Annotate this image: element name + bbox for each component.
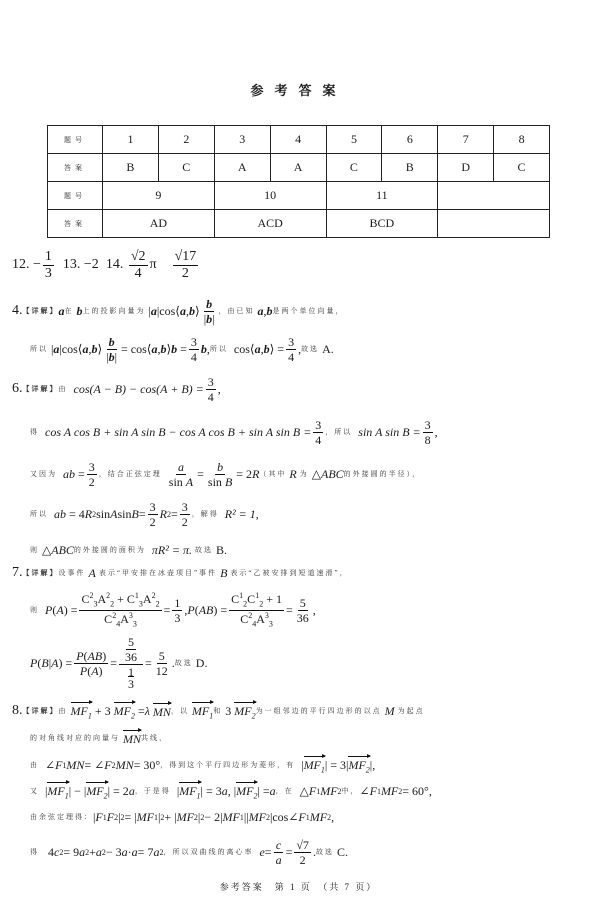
q7-line-1: 7. 【详解】 设事件 A 表示“甲安排在冰壶项目”事件 B 表示“乙被安排到短道速滑”， (12, 565, 349, 580)
row-label: 答案 (48, 154, 103, 182)
table-row (48, 126, 550, 154)
q4-answer: A. (322, 341, 334, 356)
row-label: 题号 (48, 126, 103, 154)
q7-answer: D. (195, 655, 208, 670)
table-cell: C (326, 154, 382, 182)
q7-line-2: 则 P ( A ) = $\frac{C^2_3A^2_2 + C^1_3A^2_2}{C^2_4A^3_3}$ = $\frac{1}{3}$ , P ( AB ) = $\frac{C^1_2C^1_2 + 1}{C^2_4A^3_3}$ = $\frac{5}{36}$ , (30, 591, 316, 628)
table-cell: 10 (214, 182, 326, 210)
page-title: 参考答案 (250, 83, 347, 98)
table-cell: 3 (214, 126, 270, 154)
q8-answer: C. (336, 844, 348, 859)
row-label: 题号 (48, 182, 103, 210)
table-cell: D (438, 154, 494, 182)
table-cell: ACD (214, 210, 326, 238)
table-cell: 7 (438, 126, 494, 154)
table-cell: A (270, 154, 326, 182)
table-cell: B (103, 154, 159, 182)
table-cell (438, 182, 550, 210)
q6-line-1: 6. 【详解】 由 cos(A − B) − cos(A + B) = $\frac{3}{4}$ , (12, 374, 221, 404)
table-cell: 4 (270, 126, 326, 154)
table-cell: A (214, 154, 270, 182)
table-cell: C (158, 154, 214, 182)
q8-line-3: 由 ∠ F 1 MN = ∠ F 2 MN = 30° ，得到这个平行四边形为菱形，有 | $MF_1$ | = 3| $MF_2$ |, (30, 756, 375, 774)
row-label: 答案 (48, 210, 103, 238)
table-cell: 11 (326, 182, 438, 210)
table-row (48, 210, 550, 238)
table-cell: 9 (103, 182, 215, 210)
table-cell: 6 (382, 126, 438, 154)
q8-line-6: 得 4 c 2 = 9 a 2 + a 2 − 3 a · a = 7 a 2 ，所以双曲线的离心率 e = $\frac{c}{a}$ = $\frac{√7}{2}$ . 故选 C. (30, 837, 348, 867)
q4-line-2: 所以 |a|cos⟨a,b⟩ $\frac{b}{|b|}$ = cos⟨a,b⟩b = $\frac{3}{4}$ b , 所以 cos⟨a,b⟩ = $\frac{3}{4}$ , 故选 A. (30, 334, 334, 364)
table-cell (438, 210, 550, 238)
table-row (48, 154, 550, 182)
table-cell: 2 (158, 126, 214, 154)
table-cell: C (494, 154, 550, 182)
q8-line-5: 由余弦定理得： | F 1 F 2 | 2 = | MF 1 | 2 + | MF 2 | 2 − 2| MF 1 || MF 2 |cos∠ F 1 MF 2 , (30, 809, 335, 824)
table-cell: 8 (494, 126, 550, 154)
q6-line-3: 又因为 ab = $\frac{3}{2}$ ，结合正弦定理 $\frac{a}{\text{sin A}}$ = $\frac{b}{\text{sin B}}$ = 2 R （其中 R 为 △ ABC 的外接圆的半径）， (30, 459, 422, 489)
q6-line-4: 所以 ab = 4 R 2 sin A sin B = $\frac{3}{2}$ R 2 = $\frac{3}{2}$ ，解得 R² = 1 , (30, 499, 259, 529)
fill-in-answers: 12. − $\frac{1}{3}$ 13. −2 14. $\frac{√2}{4}$ π $\frac{√17}{2}$ (12, 248, 197, 281)
q4-line-1: 4. 【详解】 a 在 b 上的投影向量为 |a|cos⟨a,b⟩ $\frac{b}{|b|}$ ，由已知 a , b 是两个单位向量， (12, 296, 345, 326)
table-cell: AD (103, 210, 215, 238)
table-cell: 1 (103, 126, 159, 154)
q8-line-2: 的对角线对应的向量与 MN 共线， (30, 729, 168, 747)
table-row (48, 182, 550, 210)
q8-line-1: 8. 【详解】 由 $MF_1$ + 3 $MF_2$ = λ MN ，以 $MF_1$ 和 3 $MF_2$ 为一组邻边的平行四边形的以点 M 为起点 (12, 703, 425, 721)
q6-line-5: 则 △ ABC 的外接圆的面积为 πR² = π. 故选 B. (30, 542, 227, 557)
page-footer: 参考答案 第 1 页 （共 7 页） (219, 882, 378, 892)
table-cell: BCD (326, 210, 438, 238)
q7-line-3: P ( B | A ) = $\frac{P(AB)}{P(A)}$ = $\frac{5}{36}$ 1 3 = $\frac{5}{12}$ . 故选 D. (30, 635, 208, 691)
q6-line-2: 得 cos A cos B + sin A sin B − cos A cos B + sin A sin B = $\frac{3}{4}$ ，所以 sin A sin B = $\frac{3}{8}$ , (30, 417, 438, 447)
table-cell: B (382, 154, 438, 182)
answer-table (47, 125, 550, 238)
table-cell: 5 (326, 126, 382, 154)
q8-line-4: 又 | $MF_1$ | − | $MF_2$ | = 2 a ，于是得 | $MF_1$ | = 3 a , | $MF_2$ | = a ，在 △ F 1 MF 2 中， ∠ F 1 MF 2 = 60°, (30, 782, 432, 800)
q6-answer: B. (215, 542, 227, 557)
